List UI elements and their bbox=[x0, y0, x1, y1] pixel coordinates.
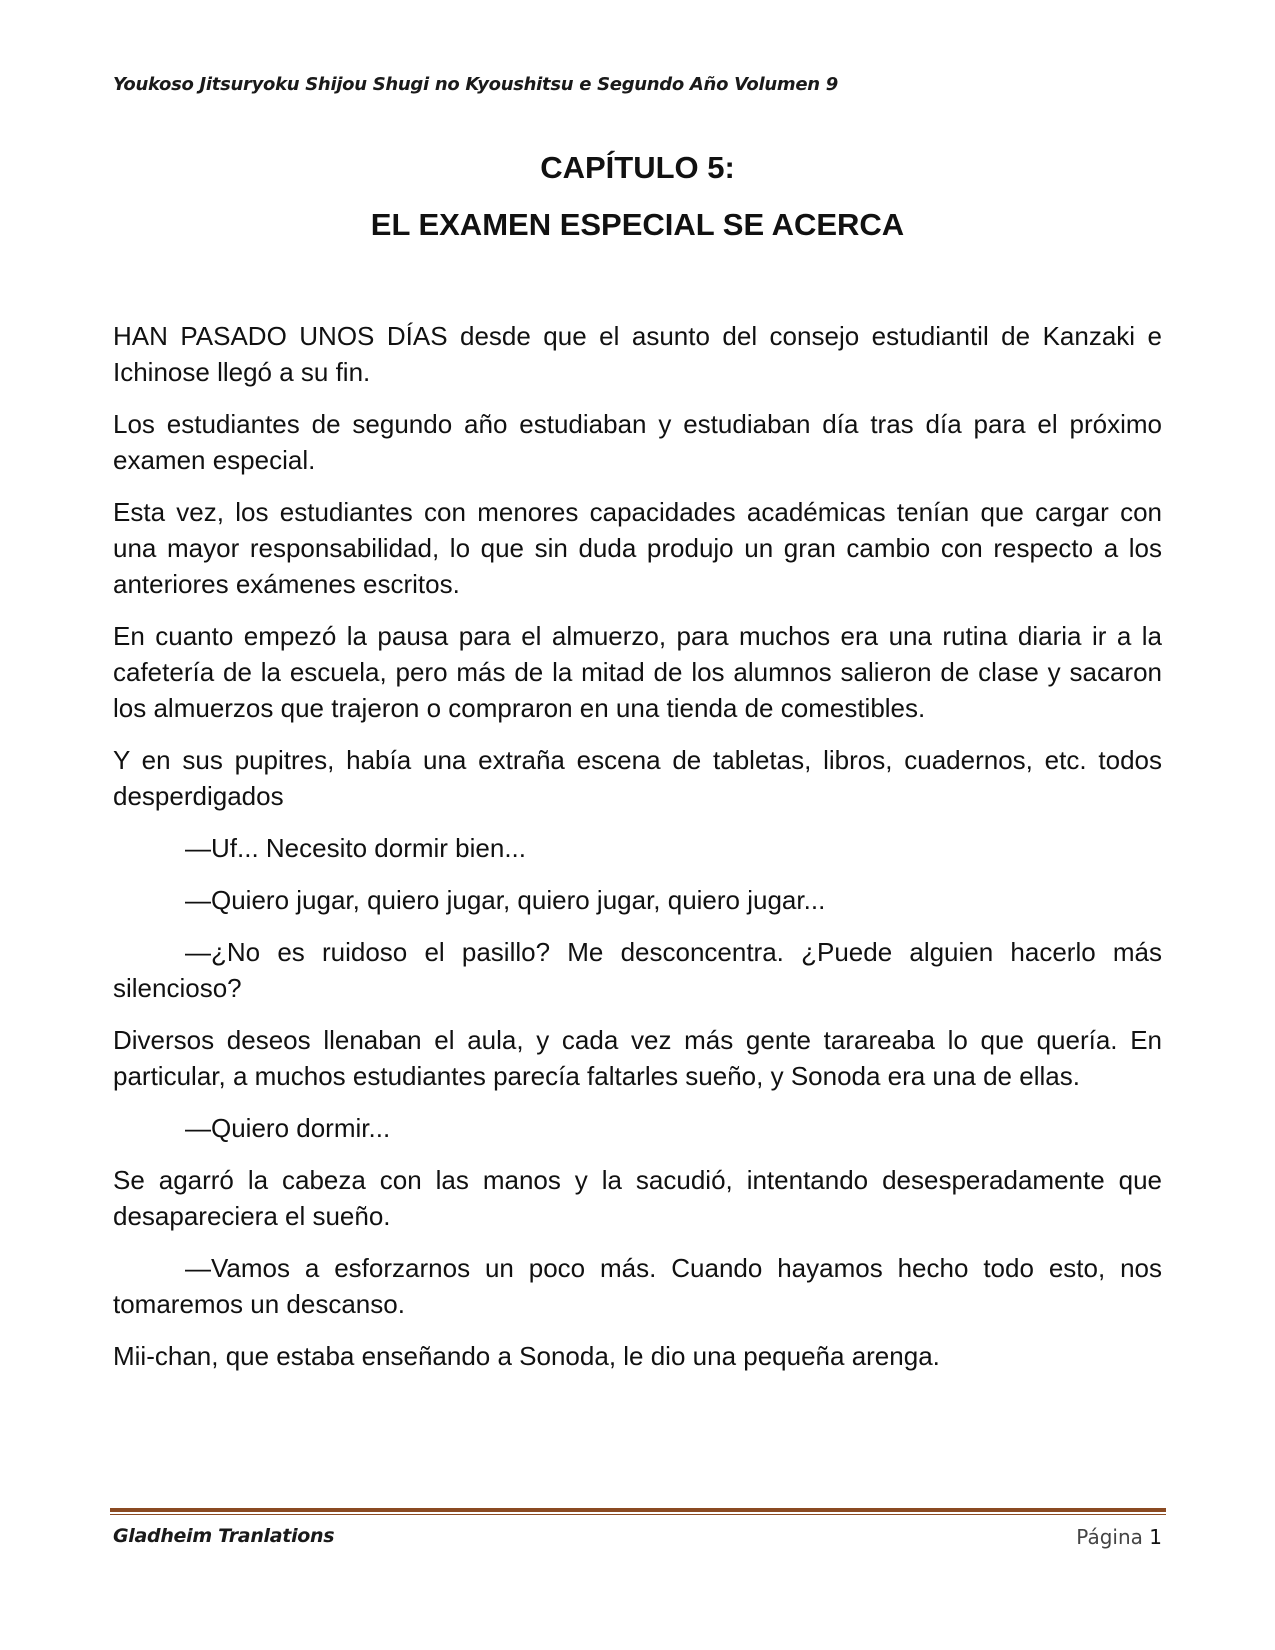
chapter-title: EL EXAMEN ESPECIAL SE ACERCA bbox=[370, 207, 905, 242]
paragraph: Los estudiantes de segundo año estudiaban y estudiaban día tras día para el próximo examen especial. bbox=[113, 409, 1162, 475]
paragraph: Diversos deseos llenaban el aula, y cada vez más gente tarareaba lo que quería. En particular, a muchos estudiantes parecía faltarles sueño, y Sonoda era una de ellas. bbox=[113, 1025, 1162, 1091]
footer-rule-thin bbox=[110, 1514, 1166, 1515]
page-number bbox=[1076, 1525, 1162, 1549]
paragraph: Esta vez, los estudiantes con menores capacidades académicas tenían que cargar con una mayor responsabilidad, lo que sin duda produjo un gran cambio con respecto a los anteriores exámenes escritos. bbox=[113, 497, 1162, 599]
paragraph: Mii-chan, que estaba enseñando a Sonoda, le dio una pequeña arenga. bbox=[113, 1341, 940, 1371]
page-number-value: 1 bbox=[1149, 1525, 1162, 1549]
running-header: Youkoso Jitsuryoku Shijou Shugi no Kyoushitsu e Segundo Año Volumen 9 bbox=[113, 74, 838, 95]
paragraph: HAN PASADO UNOS DÍAS desde que el asunto del consejo estudiantil de Kanzaki e Ichinose llegó a su fin. bbox=[113, 321, 1162, 387]
dialogue-line: —¿No es ruidoso el pasillo? Me desconcentra. ¿Puede alguien hacerlo más silencioso? bbox=[113, 937, 1162, 1003]
paragraph: En cuanto empezó la pausa para el almuerzo, para muchos era una rutina diaria ir a la cafetería de la escuela, pero más de la mitad de los alumnos salieron de clase y sacaron los almuerzos que trajeron o compraron en una tienda de comestibles. bbox=[113, 621, 1162, 723]
dialogue-line: —Quiero jugar, quiero jugar, quiero jugar, quiero jugar... bbox=[185, 885, 826, 915]
chapter-number: CAPÍTULO 5: bbox=[540, 150, 735, 185]
footer-credit: Gladheim Tranlations bbox=[113, 1525, 335, 1547]
chapter-body bbox=[113, 318, 1162, 1390]
dialogue-line: —Vamos a esforzarnos un poco más. Cuando hayamos hecho todo esto, nos tomaremos un descanso. bbox=[113, 1253, 1162, 1319]
paragraph: Y en sus pupitres, había una extraña escena de tabletas, libros, cuadernos, etc. todos desperdigados bbox=[113, 745, 1162, 811]
footer-rule bbox=[110, 1508, 1166, 1512]
paragraph: Se agarró la cabeza con las manos y la sacudió, intentando desesperadamente que desapareciera el sueño. bbox=[113, 1165, 1162, 1231]
dialogue-line: —Uf... Necesito dormir bien... bbox=[185, 833, 526, 863]
dialogue-line: —Quiero dormir... bbox=[185, 1113, 391, 1143]
page-label: Página bbox=[1076, 1525, 1143, 1549]
